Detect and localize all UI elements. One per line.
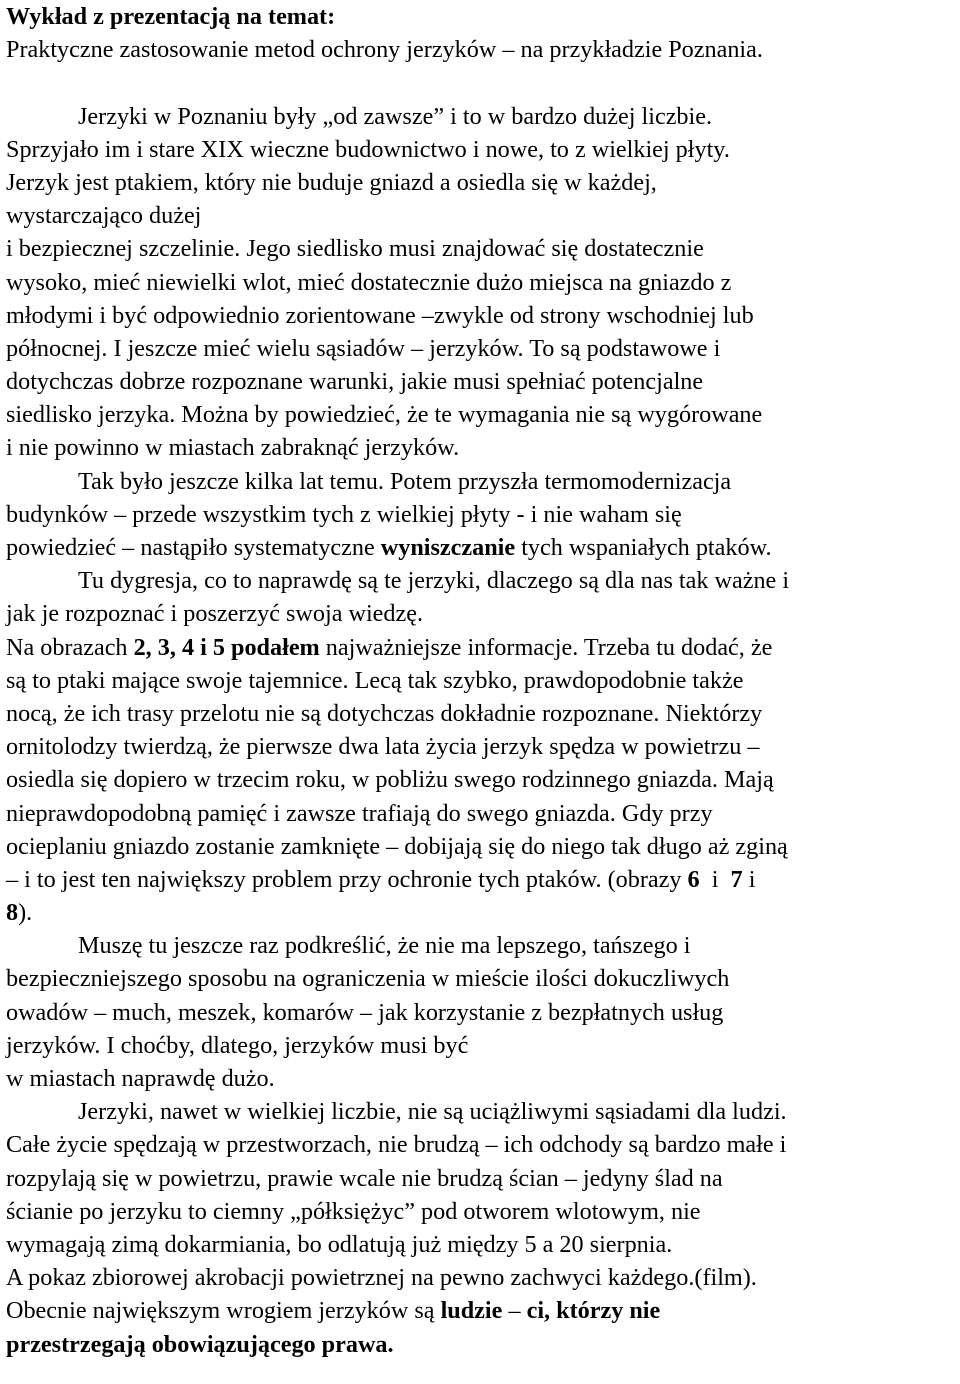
- text-segment: wysoko, mieć niewielki wlot, mieć dostatecznie dużo miejsca na gniazdo z: [6, 268, 732, 296]
- text-segment: Jerzyk jest ptakiem, który nie buduje gniazd a osiedla się w każdej,: [6, 168, 657, 196]
- text-line: [6, 830, 956, 863]
- text-segment: osiedla się dopiero w trzecim roku, w pobliżu swego rodzinnego gniazda. Mają: [6, 766, 774, 794]
- text-segment: wymagają zimą dokarmiania, bo odlatują już między 5 a 20 sierpnia.: [6, 1230, 673, 1258]
- text-line: [6, 199, 956, 232]
- text-segment: jerzyków. I choćby, dlatego, jerzyków musi być: [6, 1031, 469, 1059]
- text-segment: wystarczająco dużej: [6, 202, 202, 230]
- text-line: [6, 1162, 956, 1195]
- text-line: [6, 1062, 956, 1095]
- text-line: [6, 929, 956, 962]
- bold-text-segment: ci, którzy nie: [526, 1297, 661, 1325]
- text-segment: i: [699, 865, 731, 893]
- text-segment: ocieplaniu gniazdo zostanie zamknięte – dobijają się do niego tak długo aż zginą: [6, 832, 788, 860]
- text-segment: rozpylają się w powietrzu, prawie wcale nie brudzą ścian – jedyny ślad na: [6, 1164, 723, 1192]
- text-segment: Na obrazach: [6, 633, 134, 661]
- text-line: [6, 365, 956, 398]
- text-line: [6, 631, 956, 664]
- text-segment: owadów – much, meszek, komarów – jak korzystanie z bezpłatnych usług: [6, 998, 724, 1026]
- text-line: [6, 498, 956, 531]
- text-segment: siedlisko jerzyka. Można by powiedzieć, że te wymagania nie są wygórowane: [6, 401, 763, 429]
- text-segment: Jerzyki, nawet w wielkiej liczbie, nie są uciążliwymi sąsiadami dla ludzi.: [78, 1098, 787, 1126]
- text-line: [6, 166, 956, 199]
- text-segment: młodymi i być odpowiednio zorientowane –zwykle od strony wschodniej lub: [6, 301, 754, 329]
- bold-text-segment: 2, 3, 4 i 5 podałem: [133, 633, 320, 661]
- blank-line: [6, 66, 956, 99]
- text-line: [6, 962, 956, 995]
- text-segment: ornitolodzy twierdzą, że pierwsze dwa lata życia jerzyk spędza w powietrzu –: [6, 733, 760, 761]
- text-segment: – i to jest ten największy problem przy ochronie tych ptaków. (obrazy: [6, 865, 688, 893]
- text-line: [6, 1328, 956, 1361]
- document-subtitle: Praktyczne zastosowanie metod ochrony jerzyków – na przykładzie Poznania.: [6, 36, 763, 64]
- text-line: [6, 1195, 956, 1228]
- text-line: [6, 697, 956, 730]
- text-line: [6, 465, 956, 498]
- bold-text-segment: wyniszczanie: [380, 534, 516, 561]
- text-segment: powiedzieć – nastąpiło systematyczne: [6, 534, 381, 561]
- bold-text-segment: przestrzegają obowiązującego prawa.: [6, 1330, 394, 1358]
- text-line: [6, 1128, 956, 1161]
- text-segment: Sprzyjało im i stare XIX wieczne budownictwo i nowe, to z wielkiej płyty.: [6, 135, 730, 163]
- text-segment: jak je rozpoznać i poszerzyć swoja wiedzę.: [6, 600, 424, 628]
- text-line: [6, 531, 956, 564]
- text-segment: nocą, że ich trasy przelotu nie są dotychczas dokładnie rozpoznane. Niektórzy: [6, 699, 763, 727]
- text-line: [6, 664, 956, 697]
- text-segment: Obecnie największym wrogiem jerzyków są: [6, 1297, 441, 1325]
- text-line: [6, 564, 956, 597]
- text-segment: ścianie po jerzyku to ciemny „półksiężyc” pod otworem wlotowym, nie: [6, 1197, 701, 1225]
- text-segment: Tak było jeszcze kilka lat temu. Potem przyszła termomodernizacja: [78, 467, 732, 495]
- text-line: [6, 730, 956, 763]
- text-line: [6, 1095, 956, 1128]
- text-segment: bezpieczniejszego sposobu na ograniczenia w mieście ilości dokuczliwych: [6, 965, 730, 993]
- text-line: [6, 232, 956, 265]
- text-segment: i: [742, 865, 756, 893]
- text-segment: w miastach naprawdę dużo.: [6, 1065, 275, 1092]
- text-segment: nieprawdopodobną pamięć i zawsze trafiają do swego gniazda. Gdy przy: [6, 799, 713, 827]
- text-line: [6, 896, 956, 929]
- text-segment: Tu dygresja, co to naprawdę są te jerzyki, dlaczego są dla nas tak ważne i: [78, 567, 790, 595]
- text-segment: ).: [18, 899, 33, 927]
- text-segment: dotychczas dobrze rozpoznane warunki, jakie musi spełniać potencjalne: [6, 368, 704, 396]
- text-segment: Muszę tu jeszcze raz podkreślić, że nie ma lepszego, tańszego i: [78, 932, 691, 960]
- text-line: [6, 763, 956, 796]
- text-segment: najważniejsze informacje. Trzeba tu dodać, że: [319, 633, 773, 661]
- text-segment: północnej. I jeszcze mieć wielu sąsiadów – jerzyków. To są podstawowe i: [6, 334, 721, 362]
- bold-text-segment: 7: [730, 865, 743, 893]
- text-segment: –: [502, 1297, 527, 1325]
- text-segment: Całe życie spędzają w przestworzach, nie brudzą – ich odchody są bardzo małe i: [6, 1131, 787, 1159]
- text-line: [6, 398, 956, 431]
- text-line: [6, 797, 956, 830]
- text-line: [6, 100, 956, 133]
- text-line: [6, 1228, 956, 1261]
- text-segment: i bezpiecznej szczelinie. Jego siedlisko musi znajdować się dostatecznie: [6, 235, 704, 263]
- text-line: [6, 996, 956, 1029]
- text-segment: i nie powinno w miastach zabraknąć jerzyków.: [6, 434, 460, 462]
- bold-text-segment: 8: [6, 899, 19, 927]
- document-page: [6, 0, 956, 1361]
- text-segment: budynków – przede wszystkim tych z wielkiej płyty - i nie waham się: [6, 500, 682, 528]
- text-segment: są to ptaki mające swoje tajemnice. Lecą tak szybko, prawdopodobnie także: [6, 666, 744, 694]
- document-title: Wykład z prezentacją na temat:: [6, 3, 336, 30]
- text-line: [6, 863, 956, 896]
- text-segment: Jerzyki w Poznaniu były „od zawsze” i to w bardzo dużej liczbie.: [78, 102, 713, 130]
- bold-text-segment: ludzie: [440, 1297, 503, 1325]
- text-line: [6, 266, 956, 299]
- text-line: [6, 299, 956, 332]
- document-body: [6, 100, 956, 1361]
- text-line: [6, 431, 956, 464]
- text-segment: tych wspaniałych ptaków.: [515, 534, 772, 561]
- text-line: [6, 332, 956, 365]
- text-line: [6, 133, 956, 166]
- text-line: [6, 1261, 956, 1294]
- text-line: [6, 1029, 956, 1062]
- text-segment: A pokaz zbiorowej akrobacji powietrznej na pewno zachwyci każdego.(film).: [6, 1264, 757, 1292]
- text-line: [6, 1294, 956, 1327]
- text-line: [6, 597, 956, 630]
- bold-text-segment: 6: [687, 865, 700, 893]
